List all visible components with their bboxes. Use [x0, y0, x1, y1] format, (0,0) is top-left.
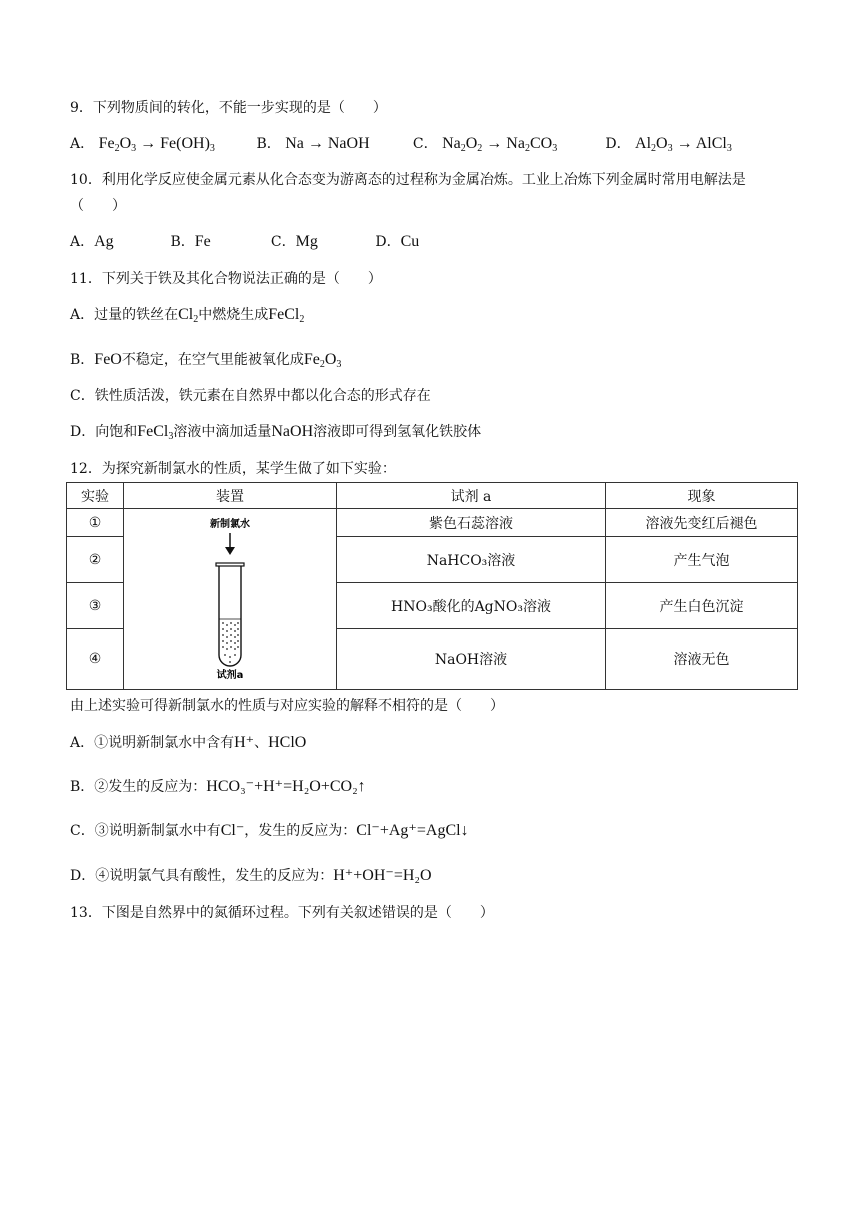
drop-arrow-head: [225, 547, 235, 555]
q12-stem: 12．为探究新制氯水的性质，某学生做了如下实验：: [70, 461, 396, 477]
q9-option-b: B． Na → NaOH: [256, 135, 370, 152]
q9-c-formula: $Na_2O_2 \to Na_2CO_3$: [442, 135, 558, 154]
q10-options: [70, 232, 419, 252]
row-reagent: 紫色石蕊溶液: [337, 509, 606, 537]
test-tube-apparatus: [190, 513, 270, 681]
experiment-table: [66, 482, 798, 690]
q12-option-a: A．①说明新制氯水中含有H⁺、HClO: [70, 734, 307, 751]
q11-option-d: D．向饱和FeCl$_3$溶液中滴加适量NaOH溶液即可得到氢氧化铁胶体: [70, 423, 482, 442]
q12-option-c: C．③说明新制氯水中有Cl⁻，发生的反应为：Cl⁻+Ag⁺=AgCl↓: [70, 822, 469, 839]
q11-option-b: B．FeO不稳定，在空气里能被氧化成$Fe_2O_3$: [70, 351, 342, 370]
row-reagent: NaHCO₃溶液: [337, 537, 606, 583]
row-number: ②: [67, 537, 124, 583]
q11-a-formula-1: $Cl_2$: [178, 306, 199, 325]
q9-option-c: C． $Na_2O_2 \to Na_2CO_3$: [412, 135, 558, 154]
q9-option-d: D． $Al_2O_3$ → AlCl$_3$: [605, 135, 732, 154]
q11-stem: 11．下列关于铁及其化合物说法正确的是（ ）: [70, 271, 382, 287]
header-apparatus: 装置: [124, 483, 337, 509]
header-phenomenon: 现象: [606, 483, 798, 509]
q12-question: 由上述实验可得新制氯水的性质与对应实验的解释不相符的是（ ）: [70, 698, 504, 714]
q12-option-b: B．②发生的反应为：HCO₃⁻+H⁺=H₂O+CO₂↑: [70, 778, 366, 795]
table-header-row: [67, 483, 798, 509]
header-reagent: 试剂 a: [337, 483, 606, 509]
row-number: ①: [67, 509, 124, 537]
q11-d-formula-1: FeCl$_3$: [137, 423, 174, 442]
chlorine-water-label: 新制氯水: [210, 519, 250, 530]
q10-option-d: D．Cu: [375, 233, 420, 250]
q11-b-formula-2: $Fe_2O_3$: [303, 351, 342, 370]
row-phenomenon: 产生白色沉淀: [606, 583, 798, 629]
q11-option-a: A．过量的铁丝在$Cl_2$中燃烧生成FeCl$_2$: [70, 306, 305, 325]
q10-option-b: B．Fe: [170, 233, 211, 250]
liquid-dots: [222, 622, 239, 663]
row-reagent: NaOH溶液: [337, 629, 606, 690]
q9-stem: 9．下列物质间的转化，不能一步实现的是（ ）: [70, 100, 387, 116]
row-phenomenon: 溶液无色: [606, 629, 798, 690]
q10-stem-cont: （ ）: [70, 198, 126, 214]
row-phenomenon: 溶液先变红后褪色: [606, 509, 798, 537]
q9-option-a: A． $Fe_2O_3 \to Fe(OH)_3$: [70, 135, 215, 154]
q11-a-formula-2: FeCl$_2$: [268, 306, 305, 325]
q9-options: [70, 134, 732, 154]
q11-option-c: C．铁性质活泼，铁元素在自然界中都以化合态的形式存在: [70, 388, 431, 404]
apparatus-cell: [124, 509, 337, 690]
q10-stem: 10．利用化学反应使金属元素从化合态变为游离态的过程称为金属冶炼。工业上冶炼下列金属时常用电解法是: [70, 172, 746, 188]
q9-d-formula: $Al_2O_3$ → AlCl$_3$: [635, 135, 732, 154]
q10-option-a: A．Ag: [70, 233, 114, 250]
row-reagent: HNO₃酸化的AgNO₃溶液: [337, 583, 606, 629]
row-number: ③: [67, 583, 124, 629]
row-phenomenon: 产生气泡: [606, 537, 798, 583]
q9-a-formula: $Fe_2O_3 \to Fe(OH)_3$: [98, 135, 215, 154]
table-row: [67, 509, 798, 537]
q9-b-formula: Na → NaOH: [285, 135, 370, 152]
q10-option-c: C．Mg: [270, 233, 318, 250]
test-tube-icon: [219, 566, 241, 666]
q13-stem: 13．下图是自然界中的氮循环过程。下列有关叙述错误的是（ ）: [70, 905, 494, 921]
reagent-a-label: 试剂a: [216, 670, 244, 681]
row-number: ④: [67, 629, 124, 690]
q12-option-d: D．④说明氯气具有酸性，发生的反应为：H⁺+OH⁻=H₂O: [70, 867, 432, 884]
header-experiment: 实验: [67, 483, 124, 509]
tube-lip: [216, 563, 244, 566]
